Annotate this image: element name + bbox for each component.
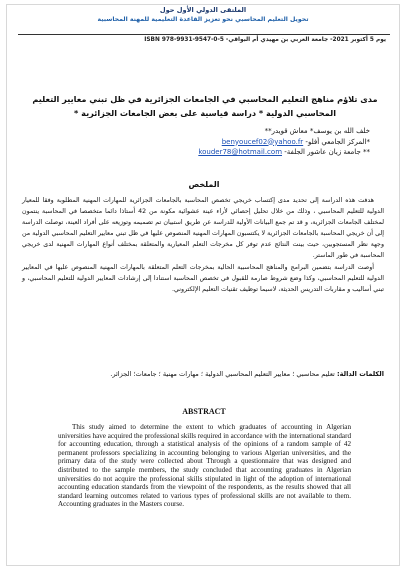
arabic-abstract-heading: الملخص [188, 180, 220, 189]
title-line-1: مدى تلاؤم مناهج التعليم المحاسبي في الجامعات الجزائرية في ظل تبني معايير التعليم [32, 94, 378, 104]
publication-line: يوم 5 أكتوبر 2021- جامعة العربي بن مهيدي أم البواقي- ISBN 978-9931-9547-0-5 [144, 37, 386, 43]
affiliation-2-email-link[interactable]: kouder78@hotmail.com [198, 148, 283, 156]
conference-theme: تحويل التعليم المحاسبي نحو تعزيز القاعدة التعليمية للمهنة المحاسبية [97, 16, 309, 23]
english-abstract-paragraph: This study aimed to determine the extent to which graduates of accounting in Algerian universities have acquired the professional skills required in accordance with the international standard for accounting education, through a statistical analysis of the opinions of a random sample of 42 permanent professors specializing in accounting belonging to various Algerian universities, and the primary data of the study were collected about Through a questionnaire that was designed and distributed to the sample members, the study concluded that accounting graduates in Algerian universities do not acquire the professional skills stipulated in light of the adoption of international accounting education standards from the viewpoint of the respondents, as the results showed that all standard learning outcomes related to various types of professional skills are not available to them. Accounting graduates in the Masters course. [58, 423, 351, 509]
keywords-text: تعليم محاسبي ؛ معايير التعليم المحاسبي الدولية ؛ مهارات مهنية ؛ جامعات؛ الجزائر. [110, 370, 335, 378]
affiliation-2-name: ** جامعة زيان عاشور الجلفة- [284, 148, 370, 156]
header-divider [18, 34, 390, 35]
authors-block [30, 126, 370, 158]
conference-header [10, 6, 396, 24]
paper-title [22, 92, 388, 120]
english-abstract [58, 423, 351, 509]
affiliation-1-email-link[interactable]: benyoucef02@yahoo.fr [221, 137, 304, 146]
conference-title: الملتقى الدولي الأول حول [159, 6, 247, 14]
arabic-keywords [22, 368, 384, 380]
keywords-label: الكلمات الدالة: [337, 370, 384, 378]
title-line-2: المحاسبي الدولية * دراسة قياسية على بعض الجامعات الجزائرية * [73, 108, 337, 118]
author-names: خلف الله بن يوسف* معاش قويدر** [264, 127, 370, 135]
arabic-abstract-paragraph-1: هدفت هذه الدراسة إلى تحديد مدى إكتساب خريجي تخصص المحاسبة بالجامعات الجزائرية للمهارات المهنية المطلوبة وفقا للمعيار الدولية للتعليم المحاسبي ، وذلك من خلال تحليل إحصائي لأراء عينة عشوائية مكونة من 42 أستاذا دائما متخصصا في المحاسبة ينتمون لمختلف الجامعات الجزائرية، و قد تم جمع البيانات الأولية للدراسة عن طريق استبيان تم تصميمه وتوزيعه على أفراد العينة، توصلت الدراسة إلى أن خريجي المحاسبة بالجامعات الجزائرية لا يكتسبون المهارات المهنية المنصوص عليها في ظل تبني معايير التعليم المحاسبي الدولية من وجهة نظر المستجوبين، حيث بينت النتائج عدم توفر كل مخرجات التعلم المعيارية والمتعلقة بمختلف أنواع المهارات المهنية لدى خريجي المحاسبة في طور الماستر. [22, 197, 384, 260]
arabic-abstract-paragraph-2: أوصت الدراسة بتضمين البرامج والمناهج المحاسبية الحالية بمخرجات التعلم المتعلقة بالمهارات المهنية المنصوص عليها في المعايير الدولية للتعليم المحاسبي، وكذا وضع شروط صارمة للقبول في تخصص المحاسبة استنادا إلى إرشادات المعايير الدولية للتعليم المحاسبي، و تبني أساليب و مقاربات التدريس الحديثة، لاسيما توظيف تقنيات التعليم الإلكتروني. [22, 263, 384, 293]
affiliation-1-name: *المركز الجامعي أفلو- [305, 137, 370, 146]
affiliation-2 [30, 147, 370, 158]
arabic-abstract [22, 195, 384, 295]
english-abstract-heading: ABSTRACT [182, 407, 226, 416]
affiliation-1 [30, 137, 370, 148]
